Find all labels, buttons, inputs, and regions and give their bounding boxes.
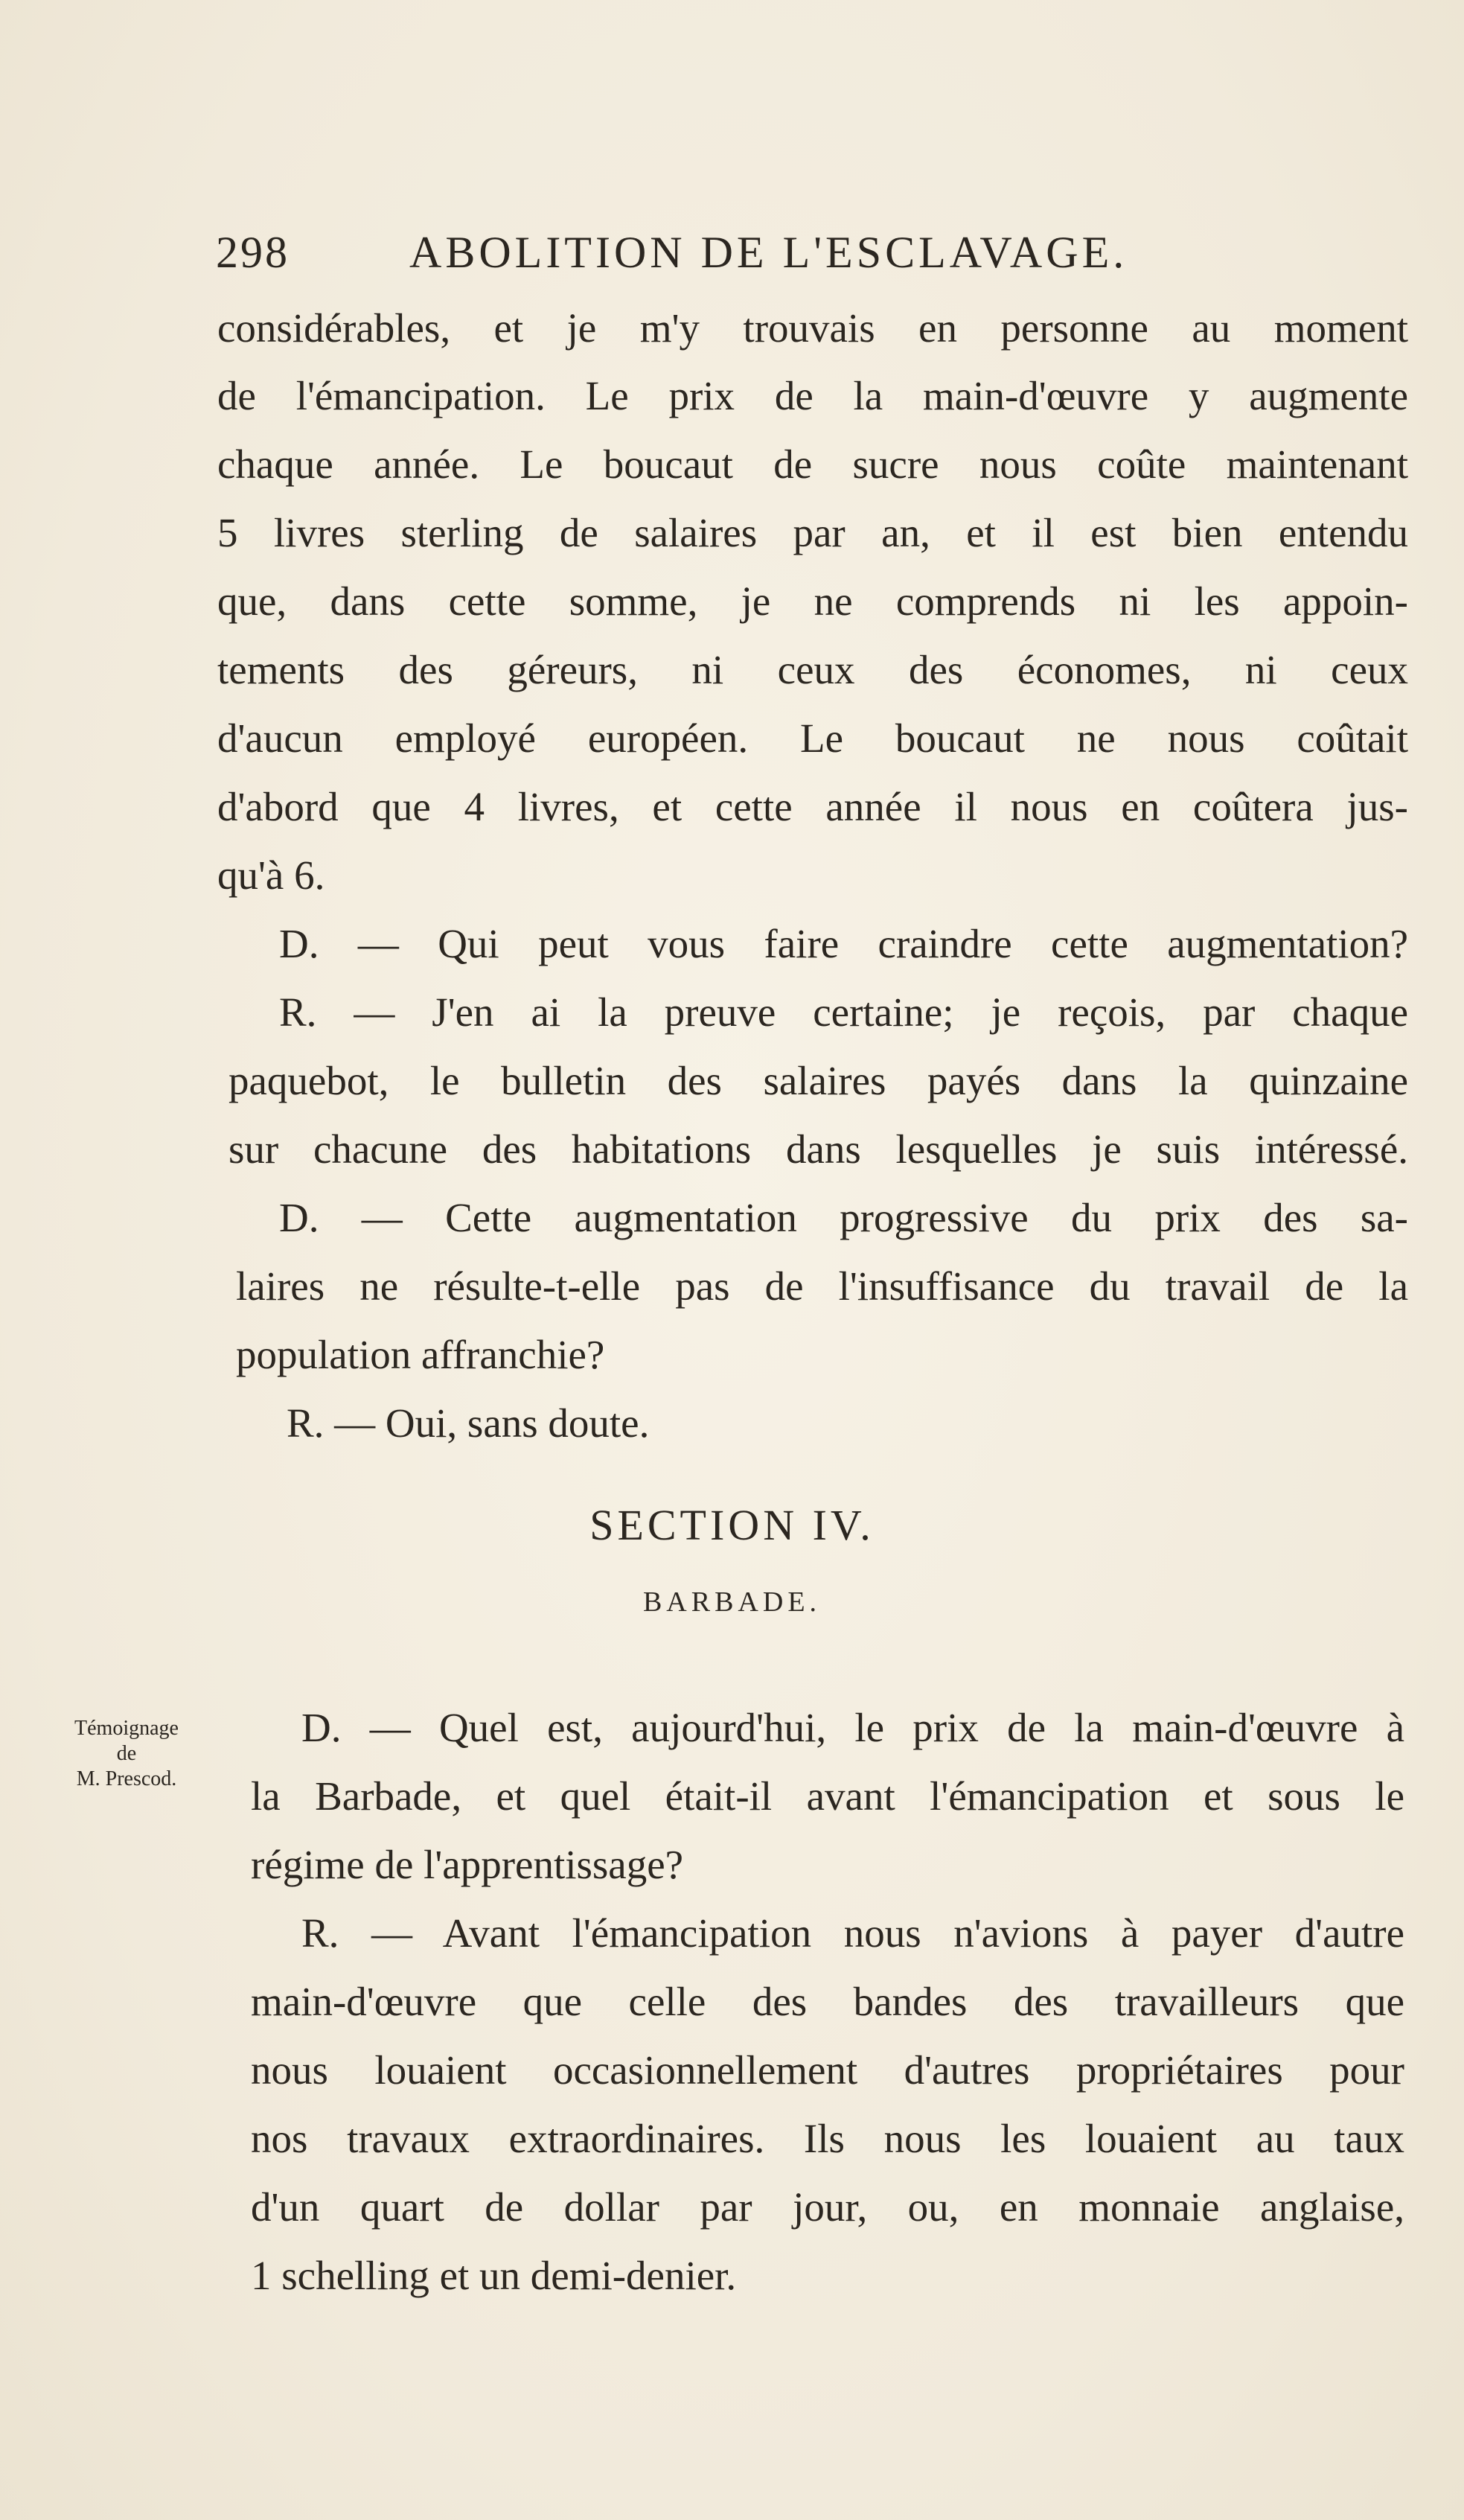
margin-note <box>45 1716 208 1792</box>
margin-note-line: M. Prescod. <box>76 1767 177 1790</box>
margin-note-line: Témoignage <box>74 1717 179 1740</box>
text-line: de l'émancipation. Le prix de la main-d'œuvre y augmente <box>217 373 1408 418</box>
text-line: considérables, et je m'y trouvais en personne au moment <box>217 305 1408 351</box>
dialogue-question: D. — Qui peut vous faire craindre cette augmentation? <box>279 921 1408 966</box>
text-line: d'aucun employé européen. Le boucaut ne nous coûtait <box>217 715 1408 761</box>
text-line: tements des géreurs, ni ceux des économes, ni ceux <box>217 647 1408 692</box>
dialogue-question: D. — Quel est, aujourd'hui, le prix de la main-d'œuvre à <box>301 1705 1404 1750</box>
text-line: la Barbade, et quel était-il avant l'émancipation et sous le <box>251 1773 1404 1819</box>
dialogue-answer: R. — J'en ai la preuve certaine; je reçois, par chaque <box>279 989 1408 1035</box>
text-line: sur chacune des habitations dans lesquelles je suis intéressé. <box>228 1126 1408 1172</box>
dialogue-answer: R. — Avant l'émancipation nous n'avions à payer d'autre <box>301 1910 1404 1956</box>
text-line: 1 schelling et un demi-denier. <box>251 2253 737 2298</box>
section-subtitle: BARBADE. <box>642 1586 822 1618</box>
margin-note-line: de <box>116 1742 137 1765</box>
text-line: chaque année. Le boucaut de sucre nous coûte maintenant <box>217 441 1408 487</box>
text-line: population affranchie? <box>236 1332 605 1377</box>
dialogue-question: D. — Cette augmentation progressive du prix des sa- <box>279 1195 1408 1240</box>
text-line: régime de l'apprentissage? <box>251 1842 684 1887</box>
page-header <box>216 227 1221 287</box>
text-line: d'un quart de dollar par jour, ou, en monnaie anglaise, <box>251 2184 1404 2230</box>
text-line: nos travaux extraordinaires. Ils nous les louaient au taux <box>251 2116 1404 2161</box>
text-line: 5 livres sterling de salaires par an, et il est bien entendu <box>217 510 1408 555</box>
section-title: SECTION IV. <box>589 1501 875 1549</box>
page-number: 298 <box>216 228 290 277</box>
text-line: d'abord que 4 livres, et cette année il nous en coûtera jus- <box>217 784 1408 829</box>
text-line: paquebot, le bulletin des salaires payés dans la quinzaine <box>228 1058 1408 1103</box>
text-line: laires ne résulte-t-elle pas de l'insuffisance du travail de la <box>236 1263 1408 1309</box>
text-line: qu'à 6. <box>217 852 325 898</box>
text-line: nous louaient occasionnellement d'autres propriétaires pour <box>251 2047 1404 2093</box>
text-line: main-d'œuvre que celle des bandes des travailleurs que <box>251 1979 1404 2024</box>
dialogue-answer: R. — Oui, sans doute. <box>287 1400 650 1446</box>
running-title: ABOLITION DE L'ESCLAVAGE. <box>409 228 1128 277</box>
text-line: que, dans cette somme, je ne comprends ni les appoin- <box>217 578 1408 624</box>
